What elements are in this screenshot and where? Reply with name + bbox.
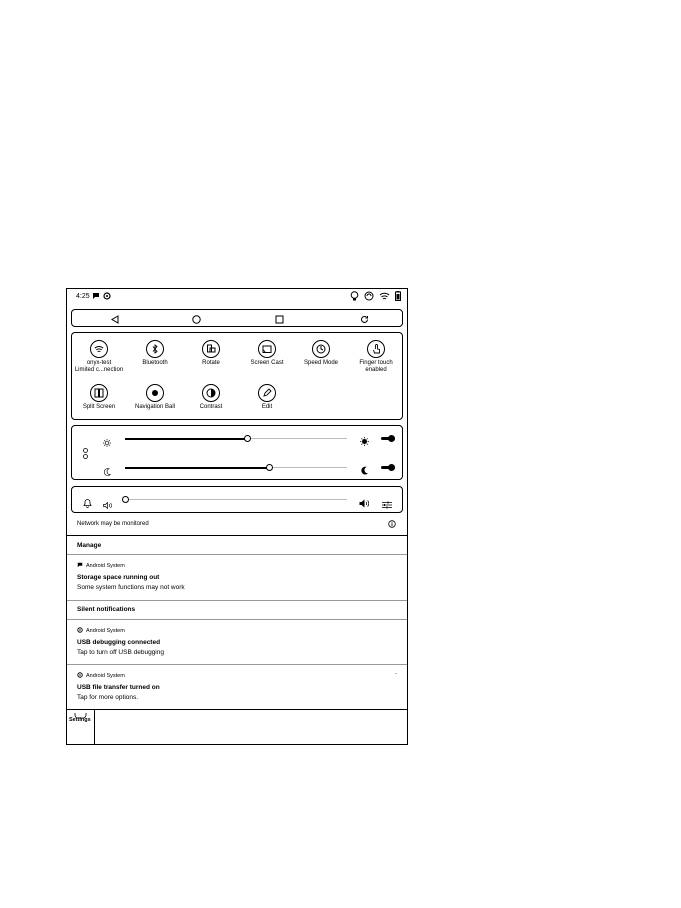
silent-notifications-label: Silent notifications	[77, 606, 136, 613]
notification-text: Tap for more options.	[77, 694, 139, 701]
quick-settings-tiles	[71, 332, 403, 420]
finger-touch-icon	[367, 340, 385, 358]
settings-shortcut[interactable]	[67, 710, 95, 745]
tile-bluetooth[interactable]	[125, 340, 185, 367]
volume-track[interactable]	[125, 499, 347, 500]
refresh-icon[interactable]	[357, 312, 371, 326]
sun-outline-icon	[103, 434, 111, 452]
recents-icon[interactable]	[272, 312, 286, 326]
tile-contrast[interactable]	[181, 384, 241, 411]
tile-label: Bluetooth	[142, 360, 168, 366]
usb-debug-icon	[103, 292, 111, 302]
tile-label: Rotate	[202, 360, 220, 366]
back-icon[interactable]	[108, 312, 122, 326]
chat-icon	[92, 292, 100, 302]
volume-panel	[71, 486, 403, 513]
tile-label: Edit	[261, 404, 273, 410]
link-icon[interactable]	[83, 446, 88, 464]
speaker-low-icon	[103, 496, 112, 514]
speaker-high-icon	[359, 495, 369, 513]
warm-light-fill	[125, 438, 247, 440]
manage-header[interactable]	[67, 536, 407, 555]
tile-speed-mode[interactable]	[291, 340, 351, 367]
notification-title: Storage space running out	[77, 574, 160, 581]
chat-icon	[77, 562, 83, 570]
tile-rotate[interactable]	[181, 340, 241, 367]
speed-icon	[312, 340, 330, 358]
battery-icon	[395, 291, 401, 303]
edit-icon	[258, 384, 276, 402]
warm-light-toggle[interactable]	[381, 437, 395, 440]
tile-screen-cast[interactable]	[237, 340, 297, 367]
tile-label: onyx-test	[86, 360, 112, 366]
device-screen	[66, 288, 408, 745]
silent-notifications-header	[67, 601, 407, 620]
usb-debug-icon	[77, 627, 83, 635]
background-app	[67, 709, 407, 745]
tile-label: Screen Cast	[250, 360, 284, 366]
tile-label: Finger touch	[359, 360, 393, 366]
tile-navigation-ball[interactable]	[125, 384, 185, 411]
tile-finger-touch[interactable]	[346, 340, 406, 374]
tile-label: Navigation Ball	[134, 404, 176, 410]
tile-wifi[interactable]	[69, 340, 129, 374]
split-screen-icon	[90, 384, 108, 402]
tile-edit[interactable]	[237, 384, 297, 411]
tile-label: Split Screen	[82, 404, 116, 410]
notification-storage[interactable]	[67, 555, 407, 601]
manage-label: Manage	[77, 542, 102, 549]
bell-icon[interactable]	[83, 495, 92, 513]
notification-app: Android System	[86, 628, 125, 634]
equalizer-icon[interactable]	[382, 496, 392, 514]
notification-app: Android System	[86, 673, 125, 679]
wifi-icon	[379, 292, 390, 303]
tile-split-screen[interactable]	[69, 384, 129, 411]
cast-icon	[258, 340, 276, 358]
moon-outline-icon	[104, 463, 111, 481]
tile-sublabel: enabled	[365, 367, 387, 373]
notification-title: USB debugging connected	[77, 639, 161, 646]
notification-usb-debugging[interactable]	[67, 620, 407, 665]
tile-sublabel: Limited c...nection	[74, 367, 124, 373]
tile-label: Speed Mode	[303, 360, 339, 366]
notification-text: Tap to turn off USB debugging	[77, 649, 164, 656]
info-icon[interactable]	[388, 520, 396, 530]
usb-debug-icon	[77, 672, 83, 680]
sync-icon	[364, 291, 374, 303]
volume-thumb[interactable]	[122, 496, 129, 503]
navigation-ball-icon	[146, 384, 164, 402]
frontlight-panel	[71, 425, 403, 480]
status-time: 4:25	[76, 293, 90, 300]
rotate-icon	[202, 340, 220, 358]
moon-filled-icon	[361, 462, 369, 480]
notification-usb-file-transfer[interactable]	[67, 665, 407, 709]
warm-light-thumb[interactable]	[244, 435, 251, 442]
network-notice: Network may be monitored	[77, 521, 149, 527]
notification-text: Some system functions may not work	[77, 584, 185, 591]
bluetooth-icon	[146, 340, 164, 358]
navigation-bar	[71, 309, 403, 327]
notification-title: USB file transfer turned on	[77, 684, 160, 691]
settings-label: Settings	[69, 717, 91, 723]
wifi-icon	[90, 340, 108, 358]
sun-filled-icon	[360, 433, 369, 451]
cold-light-toggle[interactable]	[381, 466, 395, 469]
cold-light-thumb[interactable]	[266, 464, 273, 471]
bulb-icon	[350, 291, 359, 303]
cold-light-fill	[125, 467, 269, 469]
network-monitor-row[interactable]	[77, 521, 402, 527]
notification-app: Android System	[86, 563, 125, 569]
contrast-icon	[202, 384, 220, 402]
notification-expand-marker[interactable]: -	[395, 671, 397, 677]
home-icon[interactable]	[189, 312, 203, 326]
notification-shade	[67, 535, 407, 709]
status-bar	[67, 289, 407, 306]
tile-label: Contrast	[199, 404, 223, 410]
